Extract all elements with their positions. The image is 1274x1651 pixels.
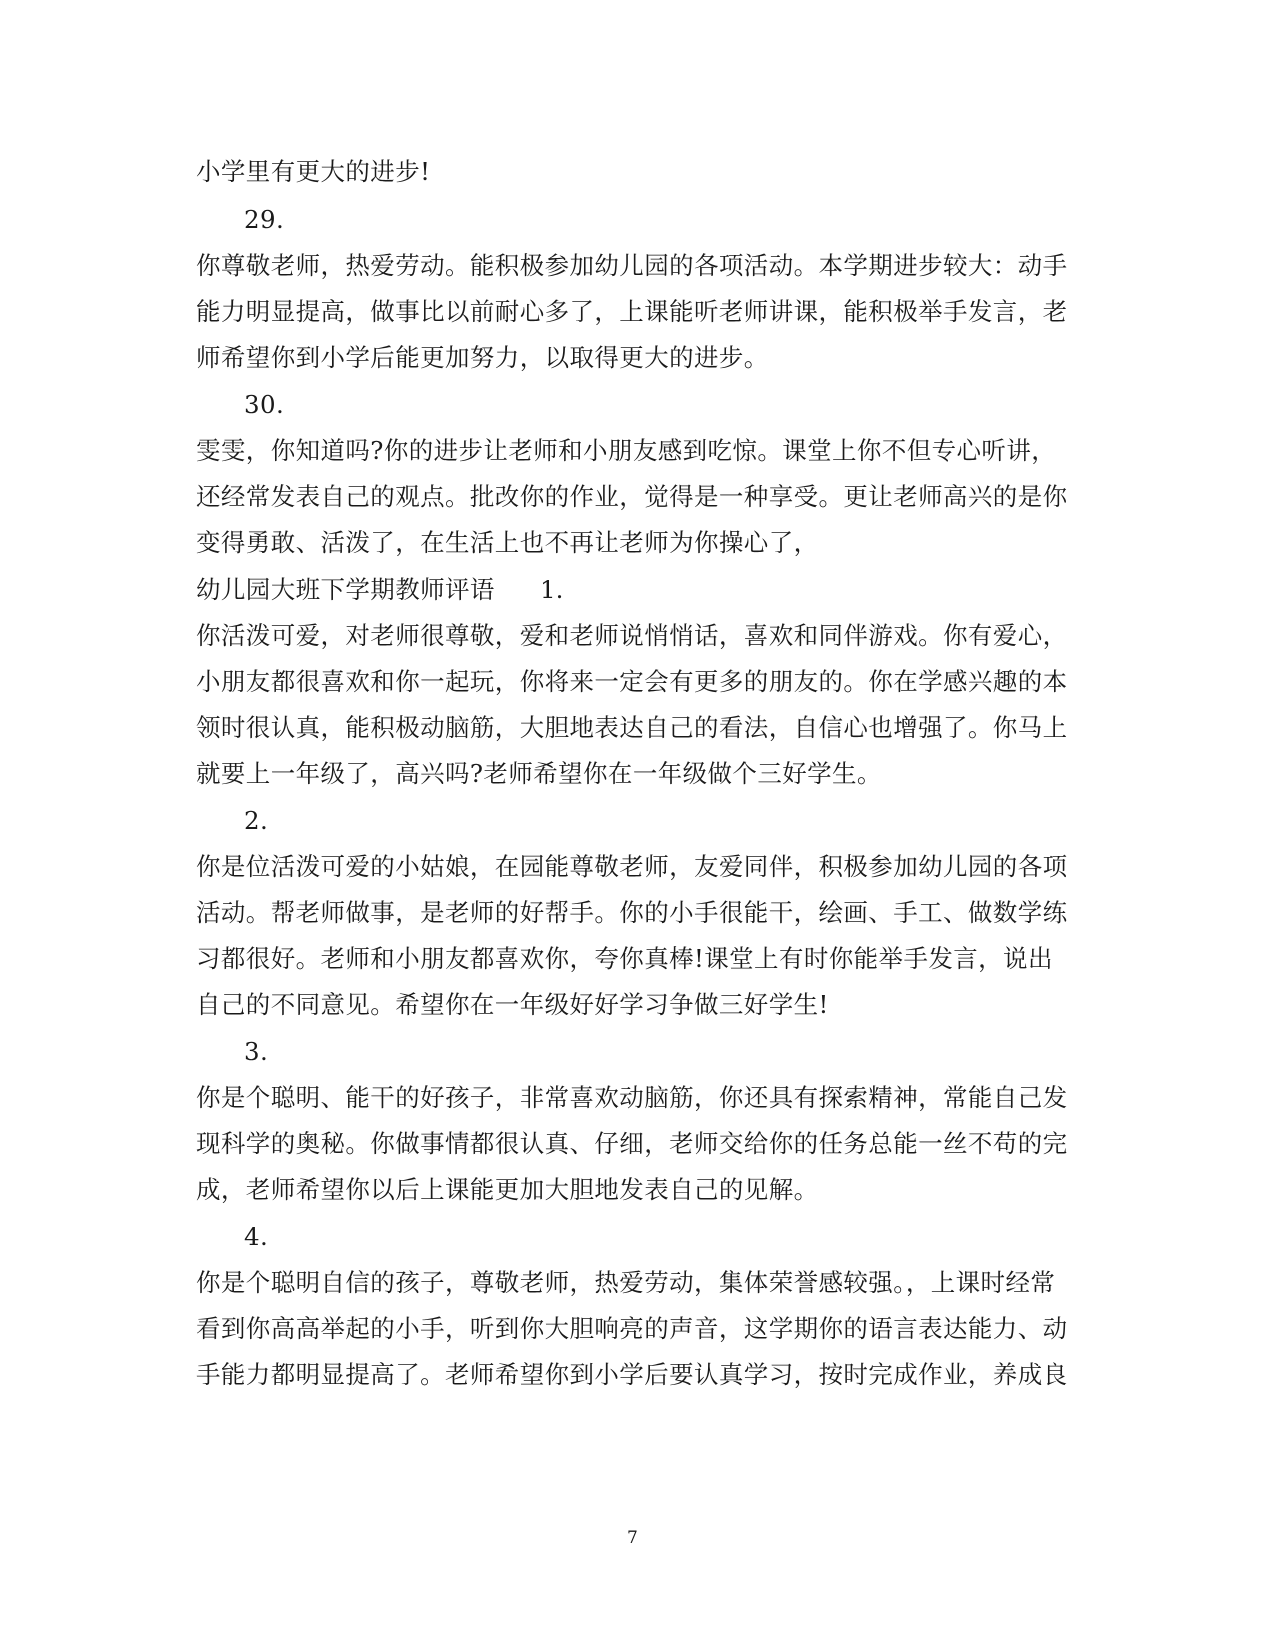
body-line: 活动。帮老师做事，是老师的好帮手。你的小手很能干，绘画、手工、做数学练: [196, 898, 1068, 927]
item-number-4: 4.: [244, 1222, 269, 1251]
body-line: 成，老师希望你以后上课能更加大胆地发表自己的见解。: [196, 1175, 819, 1204]
item-number-1: 1.: [540, 575, 564, 604]
page-number: 7: [627, 1528, 638, 1548]
section-title: 幼儿园大班下学期教师评语: [196, 575, 495, 604]
body-line: 能力明显提高，做事比以前耐心多了，上课能听老师讲课，能积极举手发言，老: [196, 297, 1068, 326]
body-line: 变得勇敢、活泼了，在生活上也不再让老师为你操心了，: [196, 528, 819, 557]
body-line: 你尊敬老师，热爱劳动。能积极参加幼儿园的各项活动。本学期进步较大：动手: [196, 251, 1068, 280]
body-line: 你是位活泼可爱的小姑娘，在园能尊敬老师，友爱同伴，积极参加幼儿园的各项: [196, 852, 1068, 881]
body-line: 领时很认真，能积极动脑筋，大胆地表达自己的看法，自信心也增强了。你马上: [196, 713, 1068, 742]
body-line: 小学里有更大的进步!: [196, 157, 431, 186]
body-line: 师希望你到小学后能更加努力，以取得更大的进步。: [196, 343, 769, 372]
body-line: 你是个聪明、能干的好孩子，非常喜欢动脑筋，你还具有探索精神，常能自己发: [196, 1083, 1068, 1112]
body-line: 看到你高高举起的小手，听到你大胆响亮的声音，这学期你的语言表达能力、动: [196, 1314, 1068, 1343]
item-number-29: 29.: [244, 205, 285, 234]
body-line: 你是个聪明自信的孩子，尊敬老师，热爱劳动，集体荣誉感较强。，上课时经常: [196, 1268, 1056, 1297]
item-number-2: 2.: [244, 806, 269, 835]
body-line: 就要上一年级了，高兴吗?老师希望你在一年级做个三好学生。: [196, 759, 882, 788]
body-line: 自己的不同意见。希望你在一年级好好学习争做三好学生!: [196, 990, 829, 1019]
body-line: 现科学的奥秘。你做事情都很认真、仔细，老师交给你的任务总能一丝不苟的完: [196, 1129, 1068, 1158]
item-number-30: 30.: [244, 390, 285, 419]
body-line: 你活泼可爱，对老师很尊敬，爱和老师说悄悄话，喜欢和同伴游戏。你有爱心，: [196, 621, 1068, 650]
body-line: 习都很好。老师和小朋友都喜欢你，夸你真棒!课堂上有时你能举手发言，说出: [196, 944, 1053, 973]
body-line: 小朋友都很喜欢和你一起玩，你将来一定会有更多的朋友的。你在学感兴趣的本: [196, 667, 1068, 696]
body-line: 手能力都明显提高了。老师希望你到小学后要认真学习，按时完成作业，养成良: [196, 1360, 1068, 1389]
body-line: 雯雯，你知道吗?你的进步让老师和小朋友感到吃惊。课堂上你不但专心听讲，: [196, 436, 1057, 465]
item-number-3: 3.: [244, 1037, 269, 1066]
body-line: 还经常发表自己的观点。批改你的作业，觉得是一种享受。更让老师高兴的是你: [196, 482, 1068, 511]
